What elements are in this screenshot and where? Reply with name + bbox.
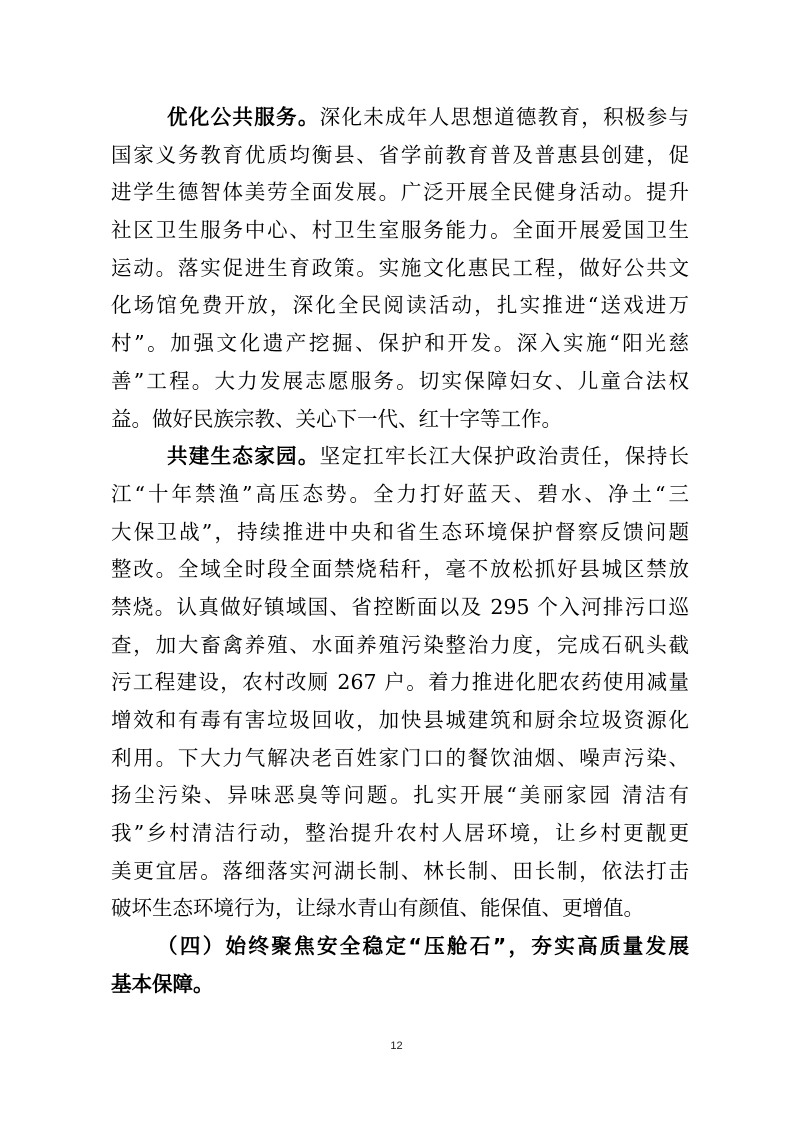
paragraph-line: 增效和有毒有害垃圾回收，加快县城建筑和厨余垃圾资源化: [111, 708, 689, 732]
paragraph-line: 查，加大畜禽养殖、水面养殖污染整治力度，完成石矾头截: [111, 632, 689, 657]
section-heading: [111, 927, 689, 1003]
paragraph-line: 美更宜居。落细落实河湖长制、林长制、田长制，依法打击: [111, 858, 689, 883]
paragraph-line: 江“十年禁渔”高压态势。全力打好蓝天、碧水、净土“三: [111, 481, 689, 506]
paragraph-line: 破坏生态环境行为，让绿水青山有颜值、能保值、更增值。: [111, 896, 644, 921]
paragraph-line: 我”乡村清洁行动，整治提升农村人居环境，让乡村更靓更: [111, 821, 689, 846]
paragraph-line: 村”。加强文化遗产挖掘、保护和开发。深入实施“阳光慈: [111, 331, 689, 356]
paragraph-line: 社区卫生服务中心、村卫生室服务能力。全面开展爱国卫生: [111, 218, 689, 243]
paragraph-line: 利用。下大力气解决老百姓家门口的餐饮油烟、噪声污染、: [111, 745, 689, 770]
section-heading-line: 基本保障。: [111, 972, 214, 996]
paragraph-line: 禁烧。认真做好镇域国、省控断面以及 295 个入河排污口巡: [111, 594, 689, 619]
paragraph-text: 深化未成年人思想道德教育，积极参与: [319, 105, 690, 129]
paragraph-line: 整改。全域全时段全面禁烧秸秆，毫不放松抓好县城区禁放: [111, 557, 689, 582]
paragraph-line: 进学生德智体美劳全面发展。广泛开展全民健身活动。提升: [111, 180, 689, 205]
body-text: [111, 99, 689, 928]
paragraph-line: [111, 99, 689, 137]
paragraph-line: 运动。落实促进生育政策。实施文化惠民工程，做好公共文: [111, 255, 689, 280]
paragraph-line: 益。做好民族宗教、关心下一代、红十字等工作。: [111, 406, 562, 431]
paragraph-lead-heading: 共建生态家园。: [167, 444, 320, 469]
paragraph-line: 污工程建设，农村改厕 267 户。着力推进化肥农药使用减量: [111, 670, 689, 695]
paragraph-text: 坚定扛牢长江大保护政治责任，保持长: [319, 444, 690, 469]
paragraph-line: 扬尘污染、异味恶臭等问题。扎实开展“美丽家园 清洁有: [111, 783, 689, 808]
paragraph-lead-heading: 优化公共服务。: [167, 105, 320, 129]
paragraph-line: [111, 438, 689, 476]
paragraph-line: 化场馆免费开放，深化全民阅读活动，扎实推进“送戏进万: [111, 293, 689, 318]
page-number: 12: [390, 1040, 403, 1052]
section-heading-line: （四）始终聚焦安全稳定“压舱石”，夯实高质量发展: [157, 934, 689, 958]
paragraph-line: 善”工程。大力发展志愿服务。切实保障妇女、儿童合法权: [111, 368, 689, 393]
paragraph-line: 大保卫战”，持续推进中央和省生态环境保护督察反馈问题: [111, 519, 689, 544]
paragraph-line: 国家义务教育优质均衡县、省学前教育普及普惠县创建，促: [111, 142, 689, 167]
